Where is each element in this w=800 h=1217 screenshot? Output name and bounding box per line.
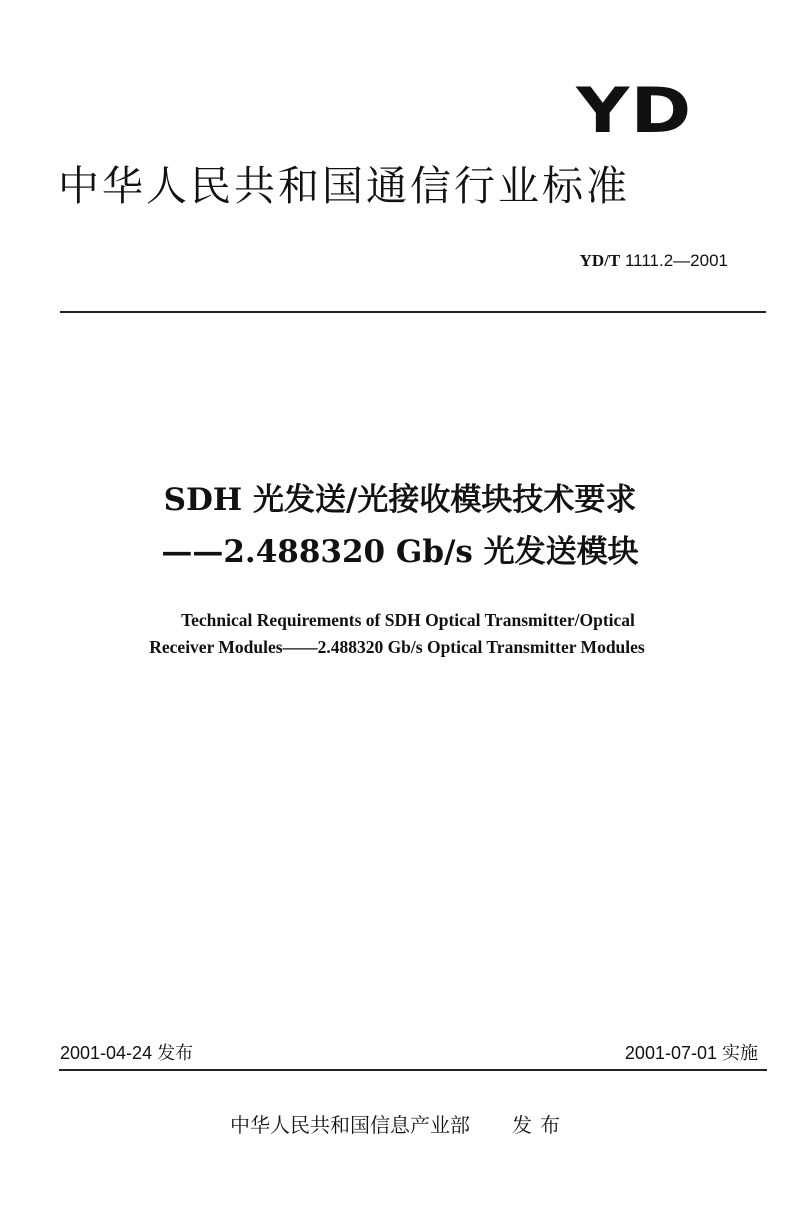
chinese-title-line-1: SDH 光发送/光接收模块技术要求 — [163, 482, 637, 518]
issuer-line — [230, 1112, 568, 1138]
issuer-name: 中华人民共和国信息产业部 — [230, 1113, 470, 1137]
yd-logo: YD — [575, 74, 692, 147]
standard-number-value: 1111.2—2001 — [620, 251, 728, 270]
chinese-title-line-2: ——2.488320 Gb/s 光发送模块 — [161, 534, 639, 570]
standard-code: YD/T — [579, 251, 621, 270]
top-divider — [60, 311, 766, 313]
effective-date: 2001-07-01 实施 — [624, 1043, 758, 1063]
bottom-divider — [59, 1069, 767, 1071]
issuer-action: 发布 — [512, 1113, 568, 1137]
english-title-line-2: Receiver Modules——2.488320 Gb/s Optical Transmitter Modules — [149, 637, 645, 657]
issue-date: 2001-04-24 发布 — [60, 1043, 194, 1063]
english-title-line-1: Technical Requirements of SDH Optical Transmitter/Optical — [181, 610, 635, 630]
standard-category-title: 中华人民共和国通信行业标准 — [58, 162, 630, 210]
standard-number — [580, 250, 728, 272]
